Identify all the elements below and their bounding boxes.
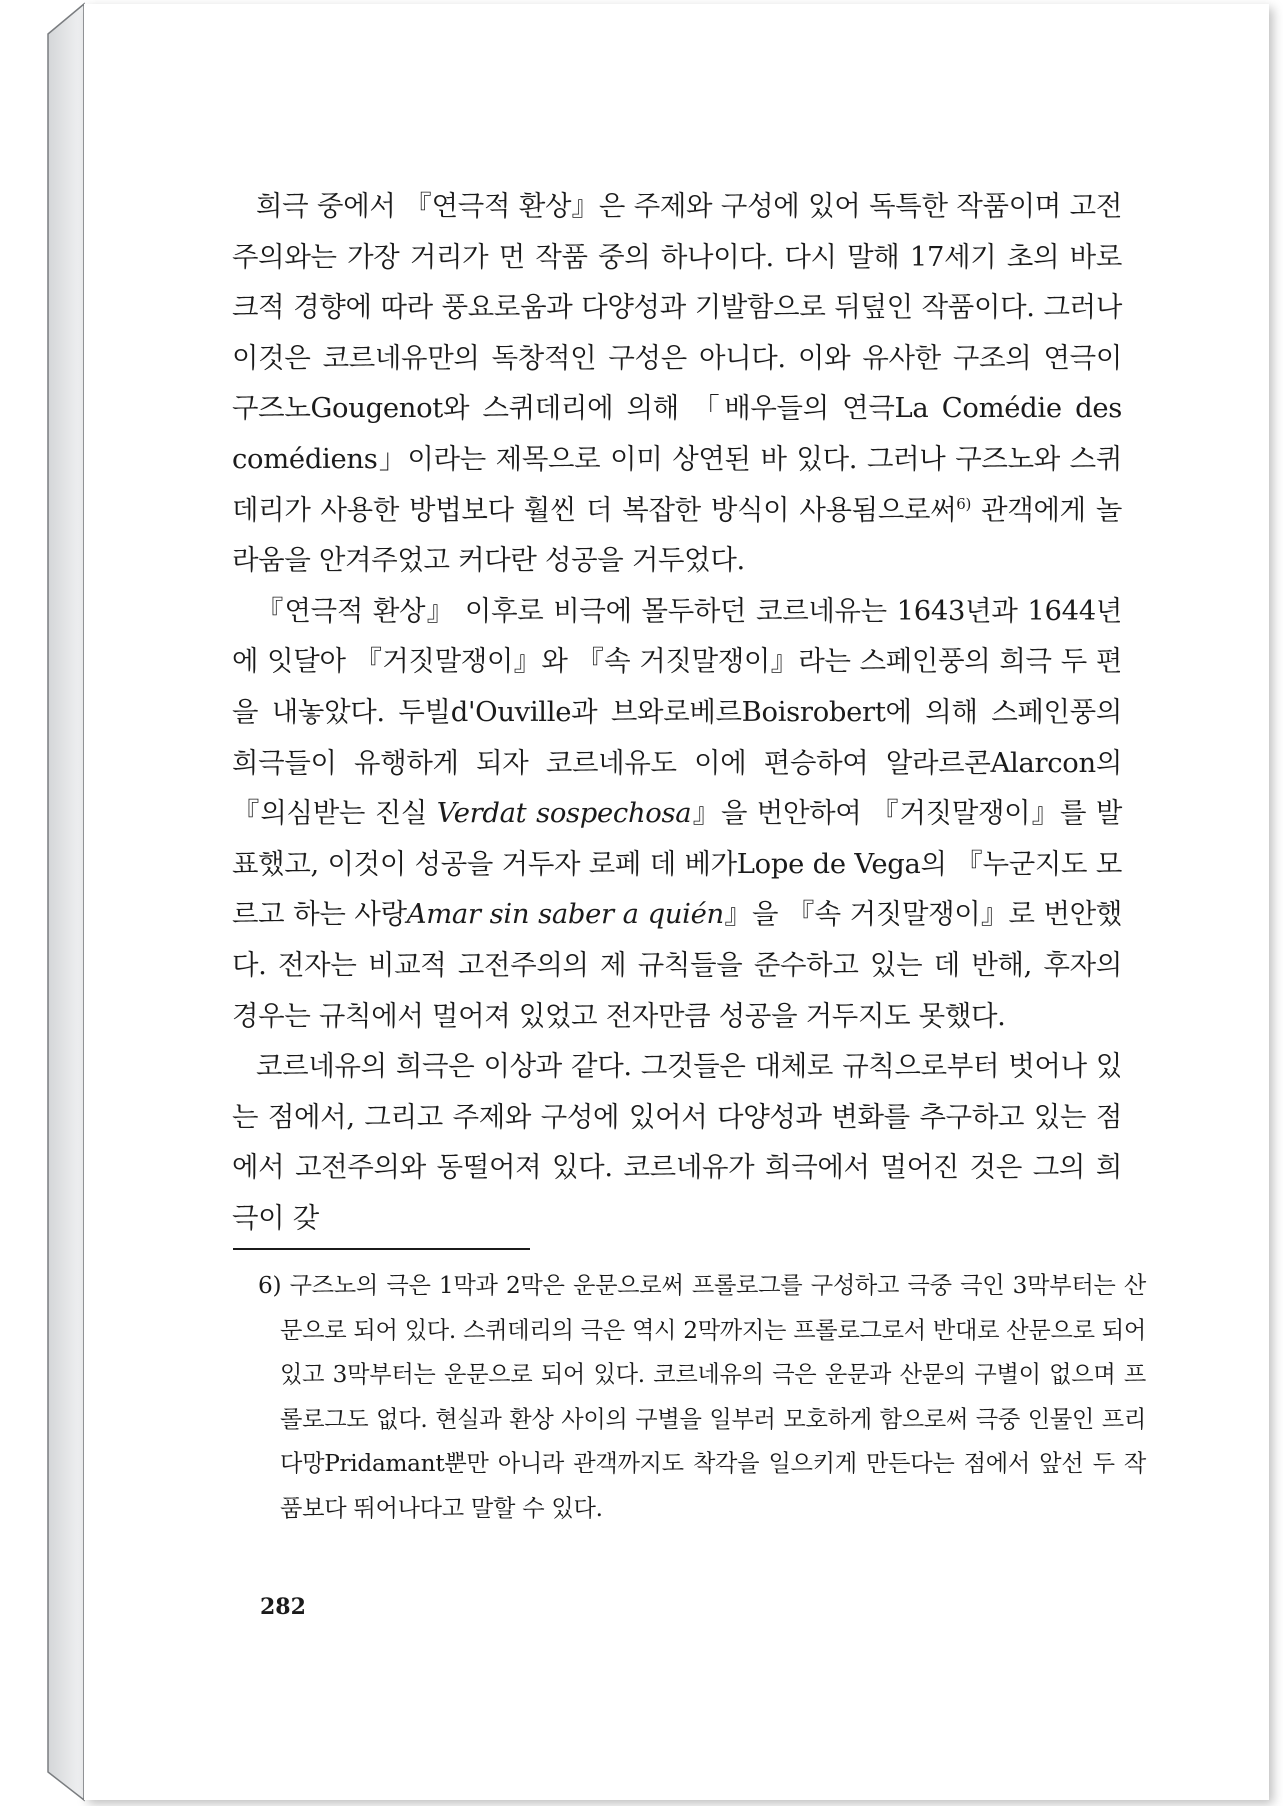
- paragraph-1-end: 관객에게 놀라움을 안겨주었고 커다란 성공을 거두었다.: [232, 494, 1122, 577]
- footnote-marker: 6): [956, 494, 972, 513]
- paragraph-3: 코르네유의 희극은 이상과 같다. 그것들은 대체로 규칙으로부터 벗어나 있는 점에서, 그리고 주제와 구성에 있어서 다양성과 변화를 추구하고 있는 점에서 고전주의와 동떨어져 있다. 코르네유가 희극에서 멀어진 것은 그의 희극이 갖: [232, 1051, 1122, 1234]
- paragraph-2-italic-title-1: Verdat sospechosa: [436, 798, 692, 830]
- page-number: 282: [260, 1594, 306, 1620]
- paragraph-1: [232, 182, 1122, 587]
- paragraph-2-part-b: 』을 번안하여 『거짓말쟁이』를 발표했고, 이것이 성공을 거두자 로페 데 베가Lope de Vega의 『누군지도 모르고 하는 사랑: [232, 798, 1122, 931]
- footnote-divider: [233, 1248, 530, 1250]
- paragraph-1-text: 희극 중에서 『연극적 환상』은 주제와 구성에 있어 독특한 작품이며 고전주의와는 가장 거리가 먼 작품 중의 하나이다. 다시 말해 17세기 초의 바로크적 경향에 따라 풍요로움과 다양성과 기발함으로 뒤덮인 작품이다. 그러나 이것은 코르네유만의 독창적인 구성은 아니다. 이와 유사한 구조의 연극이 구즈노Gougenot와 스퀴데리에 의해 「배우들의 연극La Comédie des comédiens」이라는 제목으로 이미 상연된 바 있다. 그러나 구즈노와 스퀴데리가 사용한 방법보다 훨씬 더 복잡한 방식이 사용됨으로써: [232, 191, 1122, 526]
- paragraph-2-part-c: 』을 『속 거짓말쟁이』로 번안했다. 전자는 비교적 고전주의의 제 규칙들을 준수하고 있는 데 반해, 후자의 경우는 규칙에서 멀어져 있었고 전자만큼 성공을 거두지도 못했다.: [232, 899, 1123, 1032]
- body-text: [232, 182, 1122, 1244]
- paragraph-2-part-a: 『연극적 환상』 이후로 비극에 몰두하던 코르네유는 1643년과 1644년에 잇달아 『거짓말쟁이』와 『속 거짓말쟁이』라는 스페인풍의 희극 두 편을 내놓았다. 두빌d'Ouville과 브와로베르Boisrobert에 의해 스페인풍의 희극들이 유행하게 되자 코르네유도 이에 편승하여 알라르콘Alarcon의 『의심받는 진실: [232, 595, 1122, 830]
- paragraph-2: [232, 587, 1122, 1042]
- paragraph-2-italic-title-2: Amar sin saber a quién: [406, 899, 724, 931]
- footnote: 6) 구즈노의 극은 1막과 2막은 운문으로써 프롤로그를 구성하고 극중 극인 3막부터는 산문으로 되어 있다. 스퀴데리의 극은 역시 2막까지는 프롤로그로서 반대로 산문으로 되어 있고 3막부터는 운문으로 되어 있다. 코르네유의 극은 운문과 산문의 구별이 없으며 프롤로그도 없다. 현실과 환상 사이의 구별을 일부러 모호하게 함으로써 극중 인물인 프리다망Pridamant뿐만 아니라 관객까지도 착각을 일으키게 만든다는 점에서 앞선 두 작품보다 뛰어나다고 말할 수 있다.: [258, 1272, 1146, 1522]
